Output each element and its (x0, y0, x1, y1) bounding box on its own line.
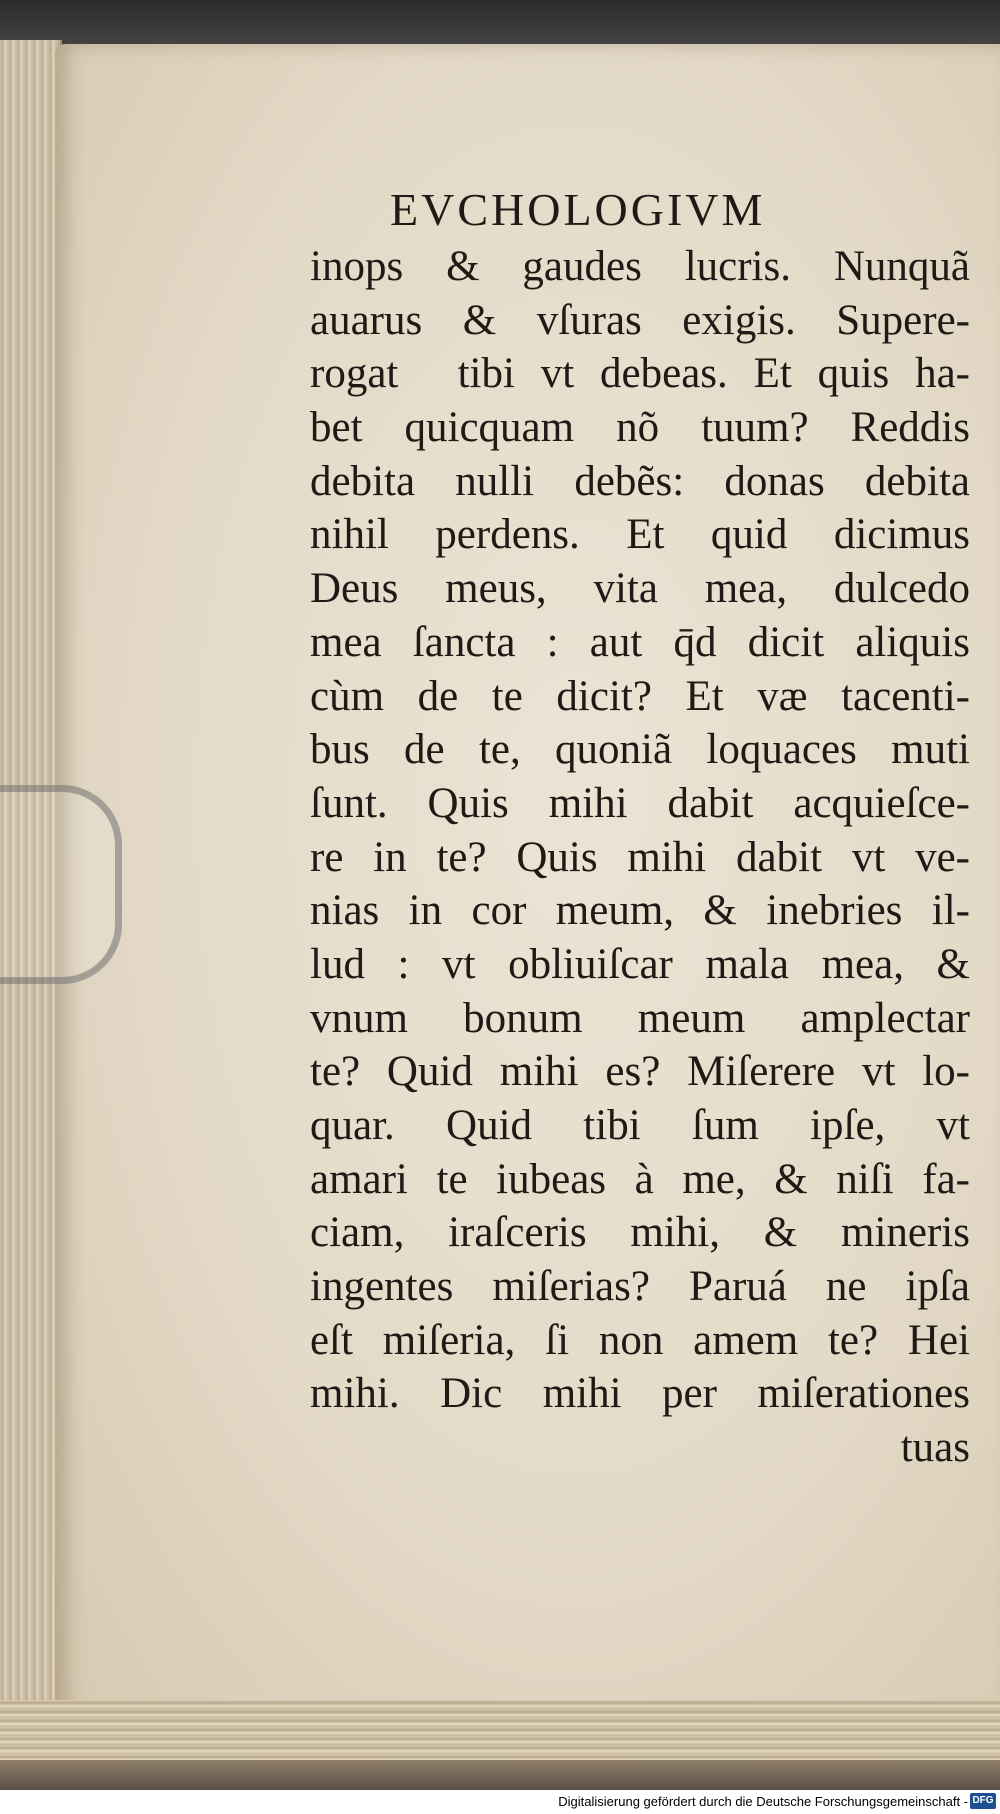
text-line: amari te iubeas à me, & niſi fa- (310, 1155, 970, 1203)
text-lines (310, 240, 990, 1421)
text-line: eſt miſeria, ſi non amem te? Hei (310, 1316, 970, 1364)
page-clip (0, 785, 122, 984)
catchword: tuas (900, 1424, 970, 1472)
text-line: mea ſancta : aut q̄d dicit aliquis (310, 618, 970, 666)
text-line: lud : vt obliuiſcar mala mea, & (310, 940, 970, 988)
text-line: Deus meus, vita mea, dulcedo (310, 565, 970, 613)
text-line: rogatᷓ tibi vt debeas. Et quis ha- (310, 350, 970, 398)
text-line: mihi. Dic mihi per miſerationes (310, 1370, 970, 1418)
text-line: auarus & vſuras exigis. Supere- (310, 296, 970, 344)
text-line: ciam, iraſceris mihi, & mineris (310, 1209, 970, 1257)
funding-credit: Digitalisierung gefördert durch die Deutsche Forschungsgemeinschaft - (558, 1794, 968, 1809)
text-line: re in te? Quis mihi dabit vt ve- (310, 833, 970, 881)
dfg-logo: DFG (970, 1793, 996, 1809)
text-line: inops & gaudes lucris. Nunquã (310, 243, 970, 290)
footer-bar (0, 1790, 1000, 1814)
text-line: vnum bonum meum amplectar (310, 994, 970, 1042)
book-cover-board (0, 1760, 1000, 1790)
text-line: quar. Quid tibi ſum ipſe, vt (310, 1102, 970, 1149)
text-line: ſunt. Quis mihi dabit acquieſce- (310, 779, 970, 827)
text-line: nihil perdens. Et quid dicimus (310, 511, 970, 559)
text-line: bet quicquam nõ tuum? Reddis (310, 404, 970, 452)
text-line: bus de te, quoniã loquaces muti (310, 726, 970, 774)
text-line: te? Quid mihi es? Miſerere vt lo- (310, 1048, 970, 1096)
running-header: EVCHOLOGIVM (390, 184, 766, 235)
scanner-background (0, 0, 1000, 48)
page-text (310, 180, 990, 1475)
text-line: nias in cor meum, & inebries il- (310, 887, 970, 935)
text-line: cùm de te dicit? Et væ tacenti- (310, 672, 970, 720)
text-line: ingentes miſerias? Paruá ne ipſa (310, 1263, 970, 1311)
text-line: debita nulli debẽs: donas debita (310, 457, 970, 505)
